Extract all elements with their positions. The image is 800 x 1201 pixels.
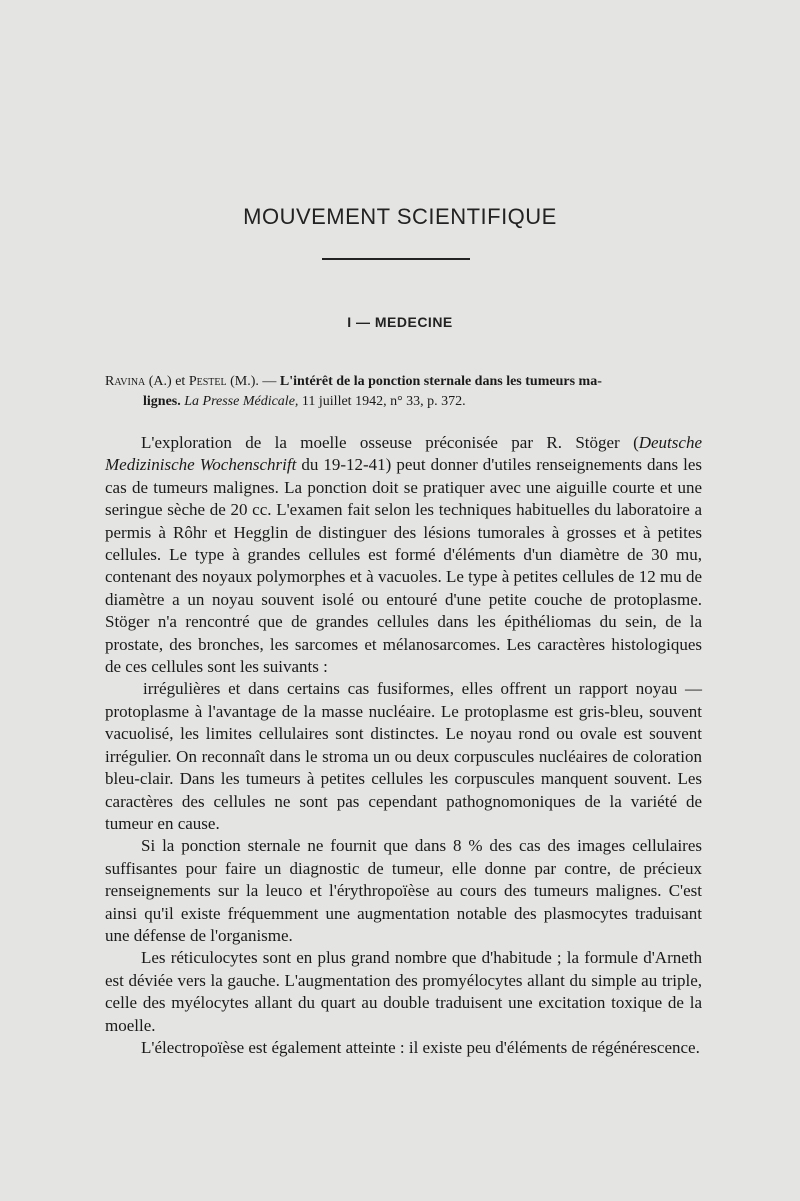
reference-line-1 <box>105 372 705 392</box>
paragraph-1-text-cont: du 19-12-41) peut donner d'utiles renseignements dans les cas de tumeurs malignes. La ponction doit se pratiquer avec une aiguille courte et une seringue sèche de 20 cc. L'examen fait selon les techniques habituelles du laboratoire a permis à Rôhr et Hegglin de distinguer des lésions tumorales à grosses et à petites cellules. Le type à grandes cellules est formé d'éléments d'un diamètre de 30 mu, contenant des noyaux polymorphes et à vacuoles. Le type à petites cellules de 12 mu de diamètre a un noyau souvent isolé ou entouré d'une petite couche de protoplasme. Stöger n'a rencontré que de grandes cellules dans les épithéliomas du sein, de la prostate, des bronches, les sarcomes et mélanosarcomes. Les caractères histologiques de ces cellules sont les suivants : <box>105 455 702 677</box>
paragraph-4: Les réticulocytes sont en plus grand nombre que d'habitude ; la formule d'Arneth est déviée vers la gauche. L'augmentation des promyélocytes allant du simple au triple, celle des myélocytes allant du quart au double traduisent une excitation toxique de la moelle. <box>105 948 702 1035</box>
paragraph-1 <box>105 432 702 678</box>
bibliographic-reference <box>105 372 705 412</box>
journal-reference: Deutsche Medizinische Wochenschrift <box>105 433 702 475</box>
author-2: Pestel <box>188 374 227 389</box>
article-body <box>105 432 702 1059</box>
journal-name: La Presse Médicale, <box>184 394 299 409</box>
page-title: MOUVEMENT SCIENTIFIQUE <box>243 204 557 229</box>
citation-details: 11 juillet 1942, n° 33, p. 372. <box>298 394 466 409</box>
article-title: L'intérêt de la ponction sternale dans les tumeurs ma- <box>279 374 602 389</box>
paragraph-3: Si la ponction sternale ne fournit que dans 8 % des cas des images cellulaires suffisantes pour faire un diagnostic de tumeur, elle donne par contre, de précieux renseignements sur la leuco et l'érythropoïèse au cours des tumeurs malignes. C'est ainsi qu'il existe fréquemment une augmentation notable des plasmocytes traduisant une défense de l'organisme. <box>105 836 702 945</box>
paragraph-2: irrégulières et dans certains cas fusiformes, elles offrent un rapport noyau — protoplasme à l'avantage de la masse nucléaire. Le protoplasme est gris-bleu, souvent vacuolisé, les limites cellulaires sont distinctes. Le noyau rond ou ovale est souvent irrégulier. On reconnaît dans le stroma un ou deux corpuscules nucléaires de coloration bleu-clair. Dans les tumeurs à petites cellules les corpuscules manquent souvent. Les caractères des cellules ne sont pas cependant pathognomoniques de la variété de tumeur en cause. <box>105 679 702 833</box>
title-divider <box>322 258 470 260</box>
paragraph-5: L'électropoïèse est également atteinte : il existe peu d'éléments de régénérescence. <box>141 1037 700 1057</box>
reference-line-2 <box>105 392 705 412</box>
paragraph-1-text: L'exploration de la moelle osseuse préconisée par R. Stöger ( <box>141 433 639 452</box>
author-2-initial: (M.). — <box>226 374 280 389</box>
section-heading: I — MEDECINE <box>347 314 453 330</box>
article-title-end: lignes. <box>143 394 181 409</box>
author-1: Ravina <box>105 374 146 389</box>
author-1-initial: (A.) et <box>145 374 189 389</box>
